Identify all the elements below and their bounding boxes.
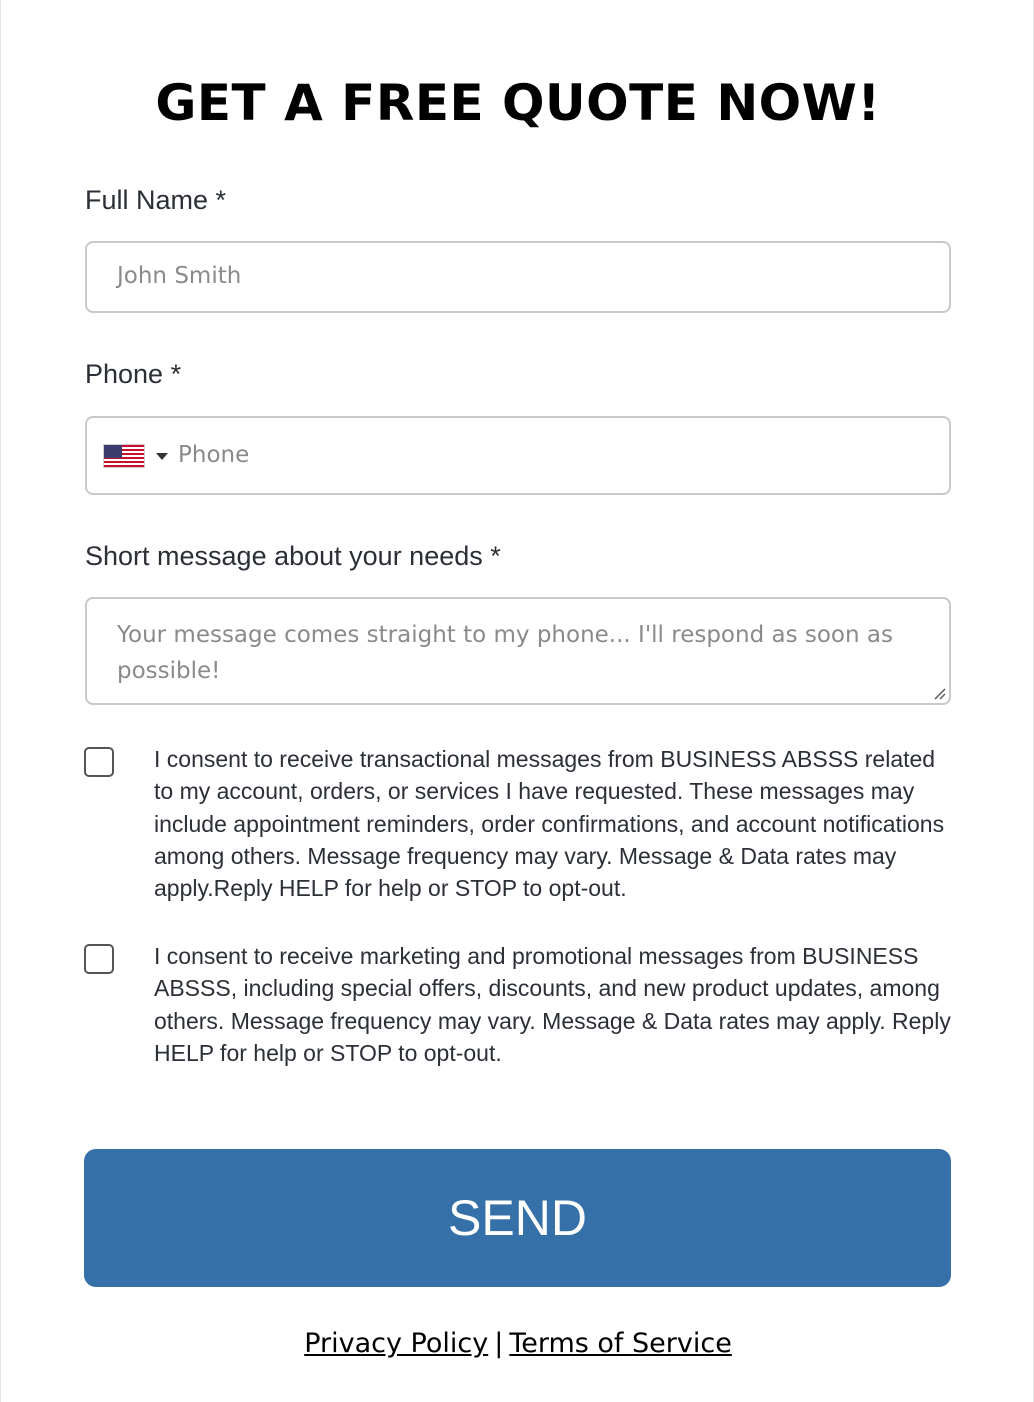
transactional-consent-text: I consent to receive transactional messages from BUSINESS ABSSS related to my account, orders, or services I have requested. These messages may include appointment reminders, order confirmations, and account notifications among others. Message frequency may vary. Message & Data rates may apply.Reply HELP for help or STOP to opt-out. bbox=[154, 746, 945, 902]
flag-canton bbox=[104, 445, 122, 458]
message-textarea[interactable] bbox=[85, 597, 951, 705]
footer-links bbox=[1, 1322, 1034, 1366]
privacy-policy-link[interactable]: Privacy Policy bbox=[304, 1328, 489, 1359]
form-title: GET A FREE QUOTE NOW! bbox=[155, 74, 881, 132]
phone-input[interactable] bbox=[85, 416, 951, 495]
message-label: Short message about your needs * bbox=[85, 541, 501, 571]
phone-placeholder: Phone bbox=[178, 442, 250, 468]
send-button[interactable]: SEND bbox=[84, 1149, 951, 1287]
message-placeholder: Your message comes straight to my phone... I'll respond as soon as possible! bbox=[117, 622, 893, 684]
full-name-placeholder: John Smith bbox=[117, 263, 242, 289]
full-name-input[interactable] bbox=[85, 241, 951, 313]
us-flag-icon[interactable] bbox=[103, 444, 145, 468]
full-name-label: Full Name * bbox=[85, 185, 227, 215]
marketing-consent-checkbox[interactable] bbox=[84, 944, 114, 974]
transactional-consent-checkbox[interactable] bbox=[84, 747, 114, 777]
chevron-down-icon[interactable] bbox=[156, 453, 168, 460]
phone-label: Phone * bbox=[85, 359, 182, 389]
footer-separator: | bbox=[494, 1328, 504, 1359]
resize-grip-icon[interactable] bbox=[932, 686, 946, 700]
terms-of-service-link[interactable]: Terms of Service bbox=[509, 1328, 732, 1359]
marketing-consent-text: I consent to receive marketing and promotional messages from BUSINESS ABSSS, including special offers, discounts, and new product updates, among others. Message frequency may vary. Message & Data rates may apply. Reply HELP for help or STOP to opt-out. bbox=[154, 943, 951, 1066]
